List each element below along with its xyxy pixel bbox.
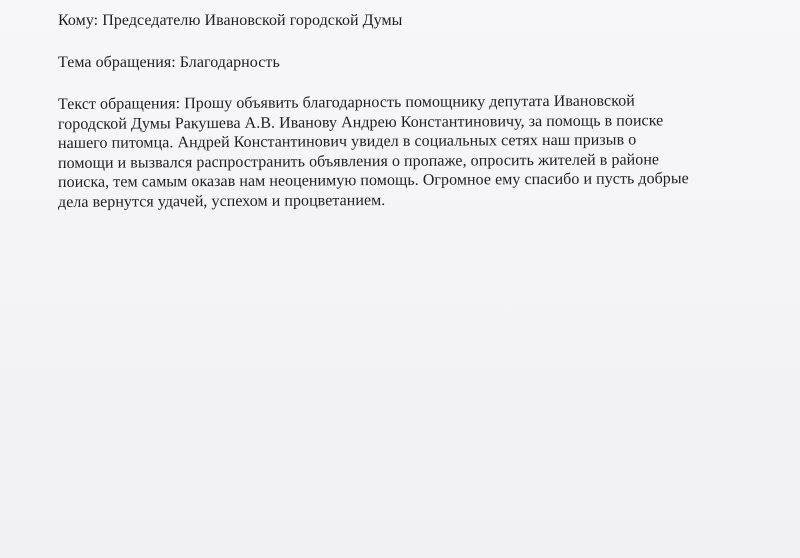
appeal-text-line: помощи и вызвался распространить объявления о пропаже, опросить жителей в районе [57,150,660,172]
appeal-text-line: поиска, тем самым оказав нам неоценимую помощь. Огромное ему спасибо и пусть добрые [57,170,689,191]
appeal-text-line: дела вернутся удачей, успехом и процветанием. [57,191,386,211]
appeal-text-line: Текст обращения: Прошу объявить благодарность помощнику депутата Ивановской [57,92,635,113]
appeal-text-line: нашего питомца. Андрей Константинович увидел в социальных сетях наш призыв о [57,131,637,152]
appeal-text-line: городской Думы Ракушева А.В. Иванову Андрею Константиновичу, за помощь в поиске [57,111,664,133]
recipient-line: Кому: Председателю Ивановской городской Думы [58,12,403,29]
appeal-text [57,92,798,212]
subject-line: Тема обращения: Благодарность [58,54,280,71]
